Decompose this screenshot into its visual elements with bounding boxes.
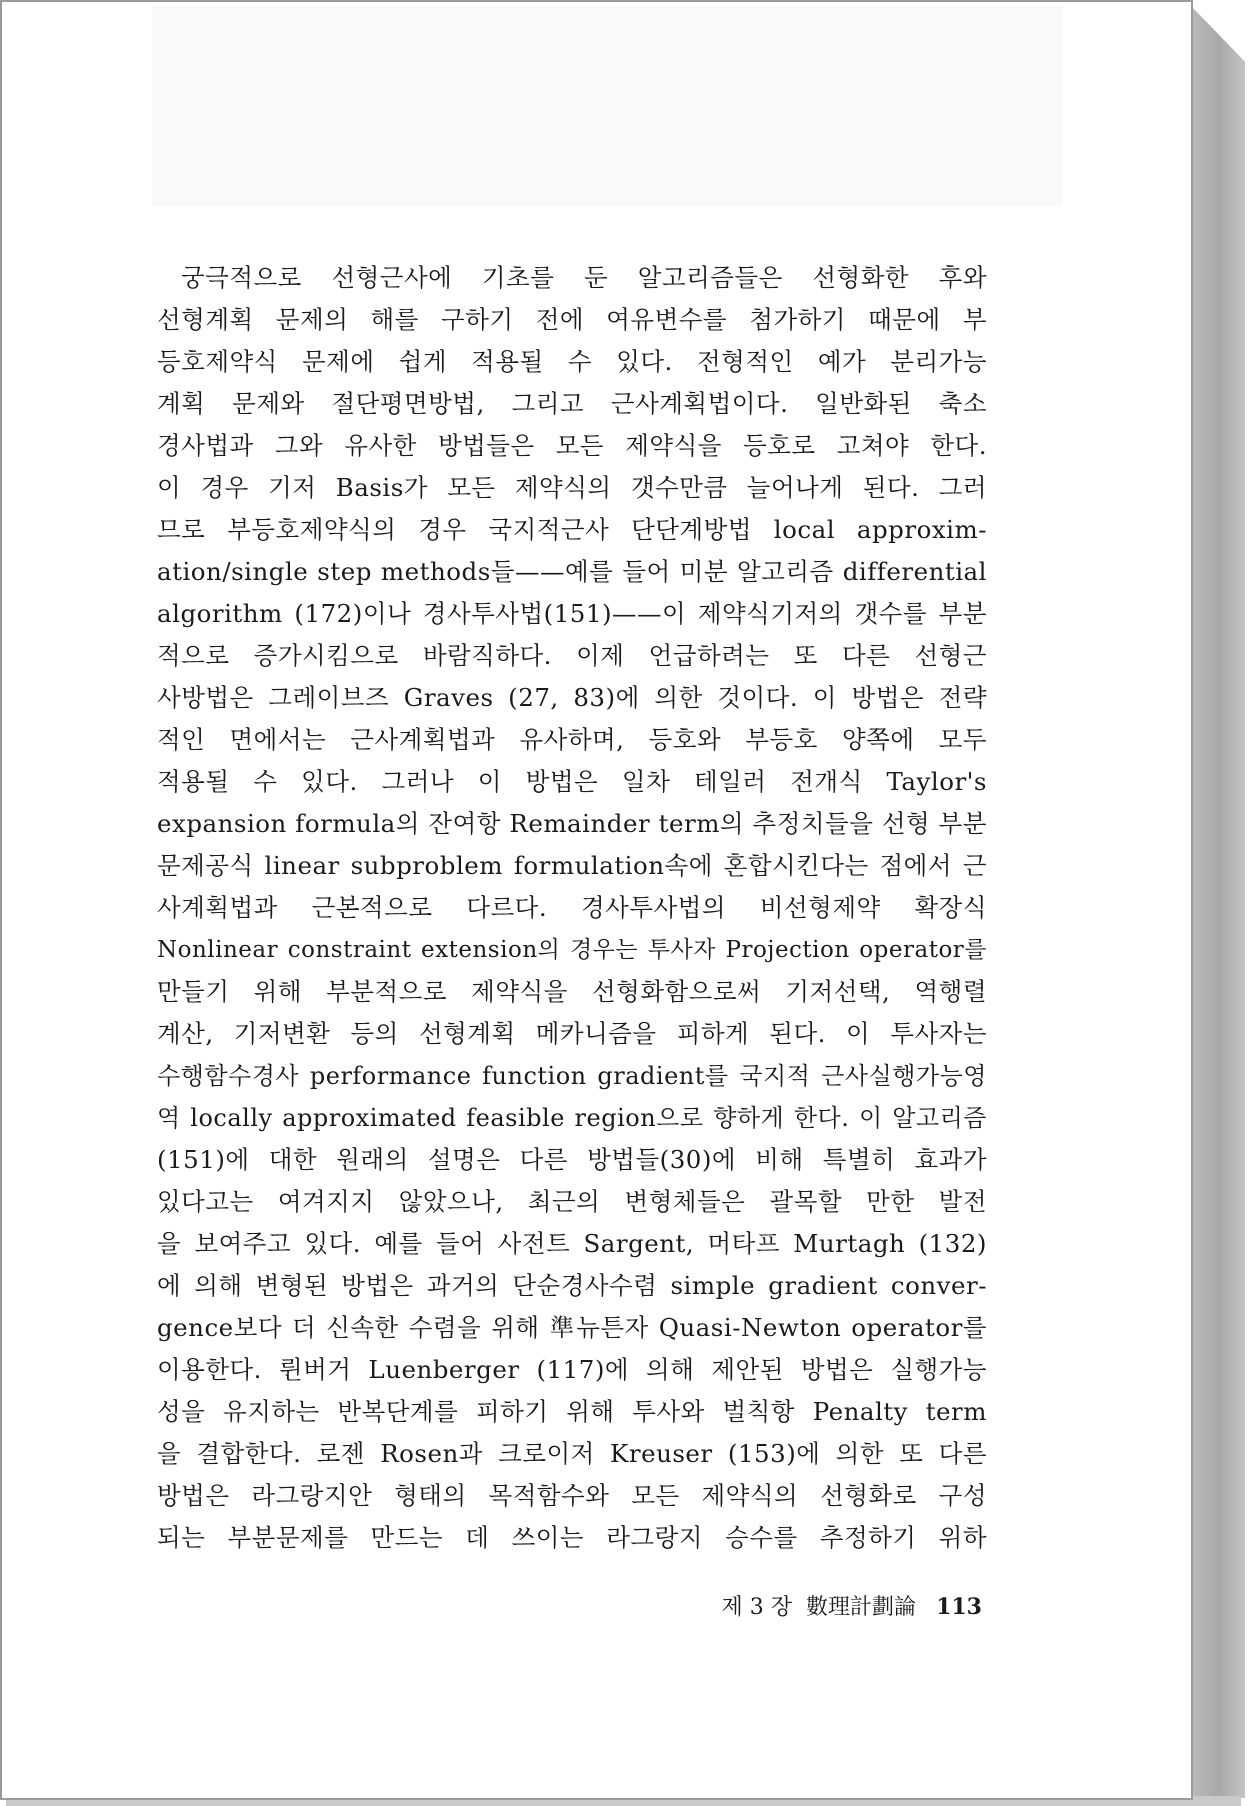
text-line: 므로 부등호제약식의 경우 국지적근사 단단계방법 local approxim- bbox=[157, 515, 987, 544]
text-line: 을 결합한다. 로젠 Rosen과 크로이저 Kreuser (153)에 의한 또 다른 bbox=[157, 1439, 987, 1468]
text-line: 방법은 라그랑지안 형태의 목적함수와 모든 제약식의 선형화로 구성 bbox=[157, 1481, 987, 1510]
text-line: 만들기 위해 부분적으로 제약식을 선형화함으로써 기저선택, 역행렬 bbox=[157, 977, 987, 1006]
text-line: 성을 유지하는 반복단계를 피하기 위해 투사와 벌칙항 Penalty term bbox=[157, 1397, 987, 1426]
page-edge-shadow bbox=[1193, 8, 1245, 1798]
text-line: gence보다 더 신속한 수렴을 위해 準뉴튼자 Quasi-Newton operator를 bbox=[157, 1313, 987, 1342]
chapter-label: 제 3 장 bbox=[721, 1595, 793, 1620]
page-footer bbox=[682, 1587, 982, 1627]
text-line: 적으로 증가시킴으로 바람직하다. 이제 언급하려는 또 다른 선형근 bbox=[157, 641, 987, 670]
text-line: expansion formula의 잔여항 Remainder term의 추정치들을 선형 부분 bbox=[157, 809, 987, 838]
text-line: 수행함수경사 performance function gradient를 국지적 근사실행가능영 bbox=[157, 1062, 987, 1090]
text-line: 이용한다. 륀버거 Luenberger (117)에 의해 제안된 방법은 실행가능 bbox=[157, 1355, 987, 1384]
text-line: 적용될 수 있다. 그러나 이 방법은 일차 테일러 전개식 Taylor's bbox=[157, 767, 987, 796]
text-line: 적인 면에서는 근사계획법과 유사하며, 등호와 부등호 양쪽에 모두 bbox=[157, 725, 987, 754]
text-line: 계산, 기저변환 등의 선형계획 메카니즘을 피하게 된다. 이 투사자는 bbox=[157, 1019, 987, 1048]
text-line: 을 보여주고 있다. 예를 들어 사전트 Sargent, 머타프 Murtagh (132) bbox=[157, 1229, 987, 1258]
body-text bbox=[157, 257, 987, 1559]
text-line: 이 경우 기저 Basis가 모든 제약식의 갯수만큼 늘어나게 된다. 그러 bbox=[157, 473, 987, 502]
text-line: 되는 부분문제를 만드는 데 쓰이는 라그랑지 승수를 추정하기 위하 bbox=[157, 1523, 987, 1552]
text-line: 있다고는 여겨지지 않았으나, 최근의 변형체들은 괄목할 만한 발전 bbox=[157, 1187, 987, 1216]
chapter-title: 數理計劃論 bbox=[806, 1595, 917, 1620]
text-line: 경사법과 그와 유사한 방법들은 모든 제약식을 등호로 고쳐야 한다. bbox=[157, 431, 987, 460]
text-line: (151)에 대한 원래의 설명은 다른 방법들(30)에 비해 특별히 효과가 bbox=[157, 1145, 987, 1174]
text-line: 역 locally approximated feasible region으로 향하게 한다. 이 알고리즘 bbox=[157, 1104, 987, 1132]
text-line: ation/single step methods들——예를 들어 미분 알고리즘 differential bbox=[157, 557, 987, 586]
text-line: 계획 문제와 절단평면방법, 그리고 근사계획법이다. 일반화된 축소 bbox=[157, 389, 987, 418]
text-line: Nonlinear constraint extension의 경우는 투사자 Projection operator를 bbox=[157, 937, 987, 963]
page-header-area bbox=[152, 6, 1062, 206]
text-line: 등호제약식 문제에 쉽게 적용될 수 있다. 전형적인 예가 분리가능 bbox=[157, 347, 987, 376]
text-line: 사계획법과 근본적으로 다르다. 경사투사법의 비선형제약 확장식 bbox=[157, 893, 987, 922]
page-number: 113 bbox=[936, 1594, 982, 1620]
text-line: 문제공식 linear subproblem formulation속에 혼합시킨다는 점에서 근 bbox=[157, 851, 987, 880]
text-line: 에 의해 변형된 방법은 과거의 단순경사수렴 simple gradient conver- bbox=[157, 1271, 987, 1300]
text-line: algorithm (172)이나 경사투사법(151)——이 제약식기저의 갯수를 부분 bbox=[157, 599, 987, 628]
text-line: 사방법은 그레이브즈 Graves (27, 83)에 의한 것이다. 이 방법은 전략 bbox=[157, 683, 987, 712]
text-line: 궁극적으로 선형근사에 기초를 둔 알고리즘들은 선형화한 후와 bbox=[181, 263, 987, 292]
text-line: 선형계획 문제의 해를 구하기 전에 여유변수를 첨가하기 때문에 부 bbox=[157, 305, 987, 334]
